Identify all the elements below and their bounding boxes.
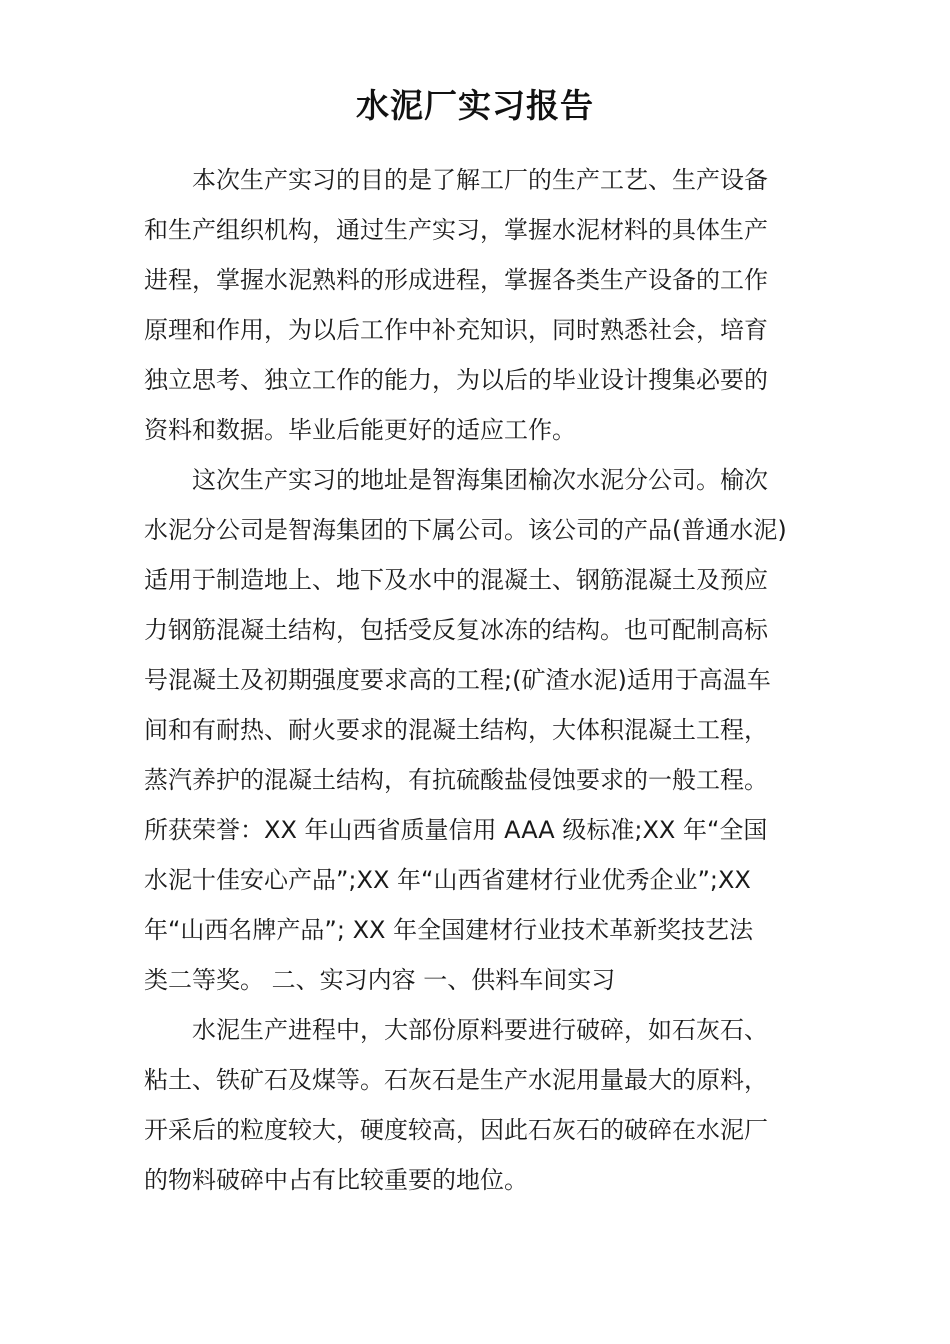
body-line: 力钢筋混凝土结构，包括受反复冰冻的结构。也可配制高标 (144, 616, 768, 644)
body-line: 类二等奖。 二、实习内容 一、供料车间实习 (144, 966, 616, 994)
body-line: 所获荣誉：XX 年山西省质量信用 AAA 级标准;XX 年“全国 (144, 816, 768, 844)
body-line: 独立思考、独立工作的能力，为以后的毕业设计搜集必要的 (144, 366, 768, 394)
body-line: 间和有耐热、耐火要求的混凝土结构，大体积混凝土工程， (144, 716, 768, 744)
body-line: 水泥生产进程中，大部份原料要进行破碎，如石灰石、 (192, 1016, 768, 1044)
body-line: 适用于制造地上、地下及水中的混凝土、钢筋混凝土及预应 (144, 566, 768, 594)
body-line: 粘土、铁矿石及煤等。石灰石是生产水泥用量最大的原料， (144, 1066, 768, 1094)
body-line: 的物料破碎中占有比较重要的地位。 (144, 1166, 528, 1194)
body-line: 号混凝土及初期强度要求高的工程;(矿渣水泥)适用于高温车 (144, 666, 771, 694)
body-line: 进程，掌握水泥熟料的形成进程，掌握各类生产设备的工作 (144, 266, 768, 294)
body-line: 水泥分公司是智海集团的下属公司。该公司的产品(普通水泥) (144, 516, 787, 544)
body-line: 水泥十佳安心产品”;XX 年“山西省建材行业优秀企业”;XX (144, 866, 751, 894)
document-title: 水泥厂实习报告 (356, 86, 594, 125)
body-line: 资料和数据。毕业后能更好的适应工作。 (144, 416, 576, 444)
body-line: 本次生产实习的目的是了解工厂的生产工艺、生产设备 (192, 166, 768, 194)
document-body (144, 155, 809, 1205)
body-line: 年“山西名牌产品”; XX 年全国建材行业技术革新奖技艺法 (144, 916, 754, 944)
body-line: 开采后的粒度较大，硬度较高，因此石灰石的破碎在水泥厂 (144, 1116, 768, 1144)
body-line: 和生产组织机构，通过生产实习，掌握水泥材料的具体生产 (144, 216, 768, 244)
body-line: 这次生产实习的地址是智海集团榆次水泥分公司。榆次 (192, 466, 768, 494)
body-line: 原理和作用，为以后工作中补充知识，同时熟悉社会，培育 (144, 316, 768, 344)
body-line: 蒸汽养护的混凝土结构，有抗硫酸盐侵蚀要求的一般工程。 (144, 766, 768, 794)
